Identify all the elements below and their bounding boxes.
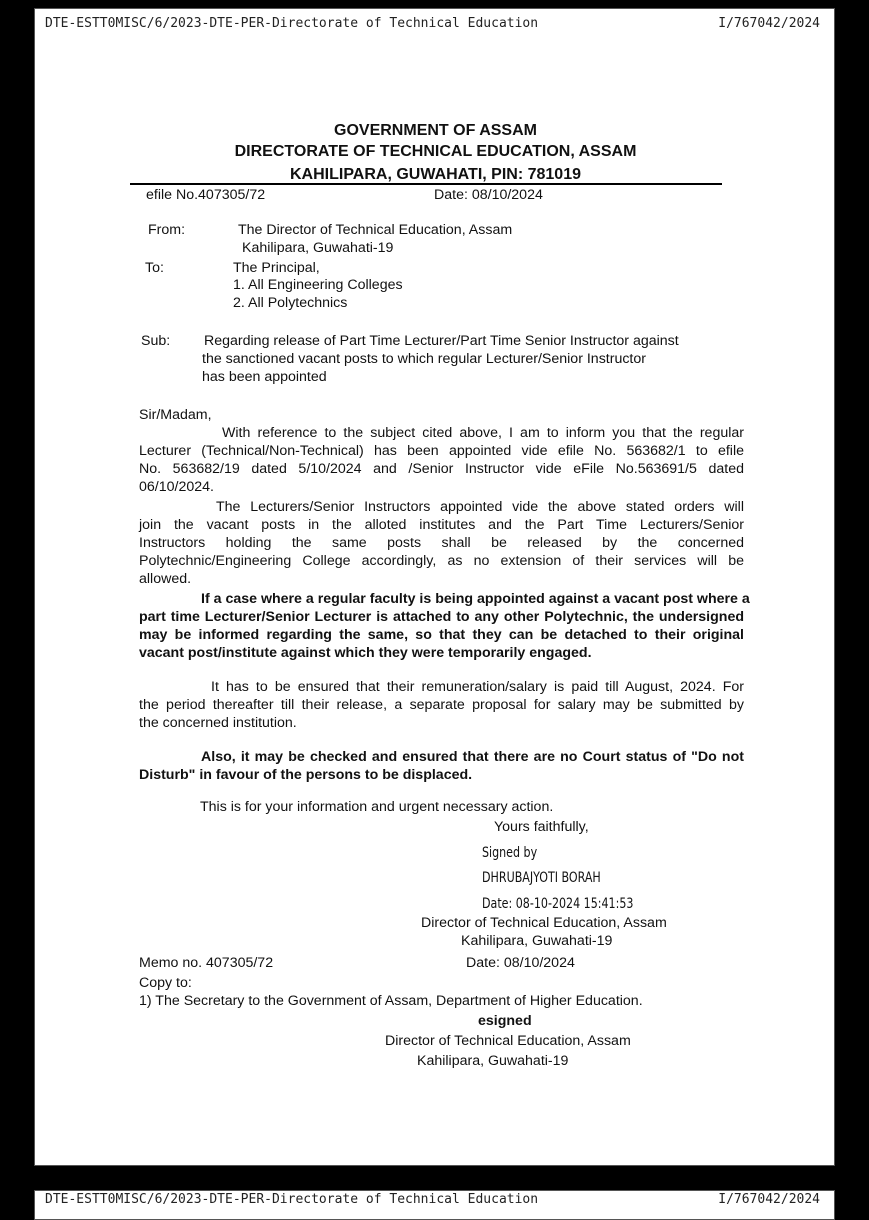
para4-line-3: the concerned institution.	[139, 715, 297, 731]
salutation: Sir/Madam,	[139, 407, 212, 423]
para1-line-4: 06/10/2024.	[139, 479, 214, 495]
from-line-2: Kahilipara, Guwahati-19	[242, 240, 394, 256]
closing-info: This is for your information and urgent necessary action.	[200, 799, 554, 815]
to-line-2: 1. All Engineering Colleges	[233, 277, 403, 293]
para3-line-3: may be informed regarding the same, so that they can be detached to their original	[139, 627, 744, 643]
para3-line-2: part time Lecturer/Senior Lecturer is attached to any other Polytechnic, the undersigned	[139, 609, 744, 625]
para5-line-1: Also, it may be checked and ensured that there are no Court status of "Do not	[201, 749, 744, 765]
esigned-label: esigned	[478, 1013, 532, 1029]
efile-number: efile No.407305/72	[146, 187, 266, 203]
letterhead-directorate: DIRECTORATE OF TECHNICAL EDUCATION, ASSAM	[234, 143, 637, 160]
signatory-date: Date: 08/10/2024	[466, 955, 575, 971]
para1-line-3: No. 563682/19 dated 5/10/2024 and /Senior Instructor vide eFile No.563691/5 dated	[139, 461, 744, 477]
para2-line-3: Instructors holding the same posts shall be released by the concerned	[139, 535, 744, 551]
page-header-file-ref: DTE-ESTT0MISC/6/2023-DTE-PER-Directorate of Technical Education	[45, 16, 539, 31]
to-label: To:	[145, 260, 164, 276]
closing-yours-faithfully: Yours faithfully,	[494, 819, 589, 835]
subject-label: Sub:	[141, 333, 171, 349]
document-page	[34, 8, 835, 1166]
memo-number: Memo no. 407305/72	[139, 955, 274, 971]
para4-line-1: It has to be ensured that their remuneration/salary is paid till August, 2024. For	[211, 679, 744, 695]
next-page-header-doc-id: I/767042/2024	[718, 1192, 820, 1207]
memo-signatory-title: Director of Technical Education, Assam	[385, 1033, 631, 1049]
subject-line-2: the sanctioned vacant posts to which regular Lecturer/Senior Instructor	[202, 351, 646, 367]
signature-signed-by: Signed by	[482, 845, 538, 861]
letterhead-address: KAHILIPARA, GUWAHATI, PIN: 781019	[289, 166, 581, 183]
to-line-3: 2. All Polytechnics	[233, 295, 348, 311]
copy-to-item-1: 1) The Secretary to the Government of Assam, Department of Higher Education.	[139, 993, 643, 1009]
signature-name: DHRUBAJYOTI BORAH	[482, 870, 601, 886]
from-label: From:	[148, 222, 186, 238]
para2-line-1: The Lecturers/Senior Instructors appointed vide the above stated orders will	[216, 499, 744, 515]
subject-line-3: has been appointed	[202, 369, 327, 385]
para1-line-1: With reference to the subject cited above, I am to inform you that the regular	[222, 425, 744, 441]
para3-line-4: vacant post/institute against which they were temporarily engaged.	[139, 645, 592, 661]
to-line-1: The Principal,	[233, 260, 320, 276]
para3-line-1: If a case where a regular faculty is being appointed against a vacant post where a	[201, 591, 750, 607]
para2-line-2: join the vacant posts in the alloted institutes and the Part Time Lecturers/Senior	[139, 517, 744, 533]
letterhead-government: GOVERNMENT OF ASSAM	[334, 122, 537, 139]
signatory-address: Kahilipara, Guwahati-19	[461, 933, 613, 949]
para5-line-2: Disturb" in favour of the persons to be displaced.	[139, 767, 473, 783]
letterhead-rule	[130, 183, 722, 185]
copy-to-label: Copy to:	[139, 975, 192, 991]
para2-line-4: Polytechnic/Engineering College accordingly, as no extension of their services will be	[139, 553, 744, 569]
next-page-header-file-ref: DTE-ESTT0MISC/6/2023-DTE-PER-Directorate of Technical Education	[45, 1192, 539, 1207]
signature-date: Date: 08-10-2024 15:41:53	[482, 896, 634, 912]
signatory-title: Director of Technical Education, Assam	[421, 915, 667, 931]
para2-line-5: allowed.	[139, 571, 192, 587]
letter-date: Date: 08/10/2024	[434, 187, 543, 203]
from-line-1: The Director of Technical Education, Assam	[238, 222, 513, 238]
para1-line-2: Lecturer (Technical/Non-Technical) has been appointed vide efile No. 563682/1 to efile	[139, 443, 744, 459]
memo-signatory-address: Kahilipara, Guwahati-19	[417, 1053, 569, 1069]
next-page-edge	[34, 1190, 835, 1220]
subject-line-1: Regarding release of Part Time Lecturer/Part Time Senior Instructor against	[204, 333, 679, 349]
page-header-doc-id: I/767042/2024	[718, 16, 820, 31]
para4-line-2: the period thereafter till their release, a separate proposal for salary may be submitted by	[139, 697, 744, 713]
